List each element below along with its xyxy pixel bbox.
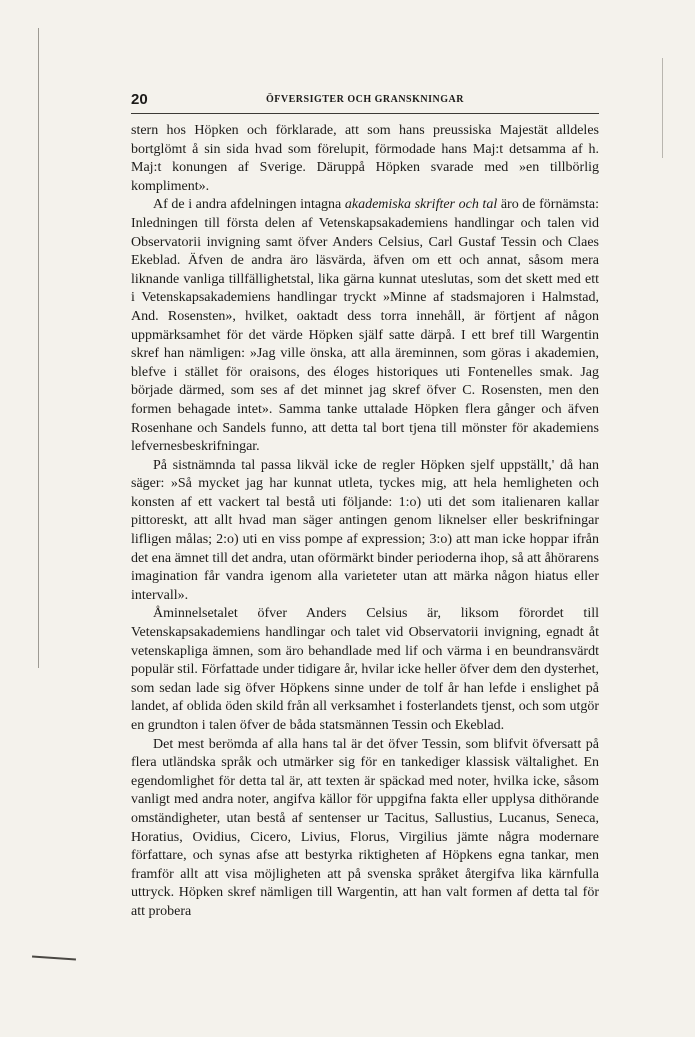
paragraph-1: stern hos Höpken och förklarade, att som hans preussiska Majestät alldeles bortglömt å sin sida hvad som förelupit, förmodade hans Maj:t detsamma af h. Maj:t konungen af Sverige. Däruppå Höpken svarade med »en tillbörlig kompliment».	[131, 123, 599, 194]
paragraph-5: Det mest berömda af alla hans tal är det öfver Tessin, som blifvit öfversatt på flera utländska språk och utmärker sig för en tankediger klassisk vältalighet. En egendomlighet för detta tal är, att texten är späckad med noter, hvilka icke, såsom vanligt med andra noter, angifva källor för uppgifna fakta eller upplysa dithörande omständigheter, utan bestå af sentenser ur Tacitus, Sallustius, Lucanus, Seneca, Horatius, Ovidius, Cicero, Livius, Florus, Virgilius jämte några modernare författare, och synas afse att bestyrka riktigheten af Höpkens egna tankar, men framför allt att visa möjligheten att på svenska språket återgifva lika kärnfulla uttryck. Höpken skref nämligen till Wargentin, att han valt formen af detta tal för att probera	[131, 736, 599, 919]
paragraph-4: Åminnelsetalet öfver Anders Celsius är, liksom förordet till Vetenskapsakademiens handlingar och talet vid Observatorii invigning, egnadt åt vetenskapliga ämnen, som äro behandlade med lif och värma i en beundransvärdt populär stil. Författade under tidigare år, hvilar icke heller öfver dem den dysterhet, som sedan lade sig öfver Höpkens sinne under de tolf år han lefde i enslighet på landet, af oblida öden skild från all verksamhet i fosterlandets tjenst, och som utgör en grundton i talen öfver de båda statsmännen Tessin och Ekeblad.	[131, 606, 599, 733]
page-number: 20	[131, 91, 148, 108]
page-edge-line-left	[38, 28, 39, 668]
paragraph-2-emphasis: akademiska skrifter och tal	[344, 197, 498, 213]
page-edge-line-right	[662, 58, 663, 158]
body-text	[131, 122, 599, 922]
paragraph-2	[131, 196, 599, 456]
paragraph-2-rest: äro de förnämsta: Inledningen till första delen af Vetenskapsakademiens handlingar och talen vid Observatorii invigning samt öfver Anders Celsius, Carl Gustaf Tessin och Claes Ekeblad. Äfven de andra äro läsvärda, äfven om ett och annat, såsom mera liknande vanliga tillfällighetstal, lika gärna kunnat uteslutas, som det skett med ett i Vetenskapsakademiens handlingar tryckt »Minne af stadsmajoren i Halmstad, And. Rosensten», hvilket, oaktadt dess torra innehåll, är förtjent af någon uppmärksamhet för det värde Höpken själf satte därpå. I ett bref till Wargentin skref han nämligen: »Jag ville önska, att alla äreminnen, som göras i akademien, blefve i stället för oraisons, des éloges historiques uti Fontenelles smak. Jag började därmed, som ses af det minnet jag skref öfver C. Rosensten, men den formen behagade intet». Samma tanke uttalade Höpken flera gånger och äfven Rosenhane och Sandels funno, att detta tal bort tjena till mönster för akademiens lefvernesbeskrifningar.	[131, 197, 599, 455]
running-title: ÖFVERSIGTER OCH GRANSKNINGAR	[266, 94, 464, 105]
paragraph-3: På sistnämnda tal passa likväl icke de regler Höpken sjelf uppställt,' då han säger: »Så mycket jag har kunnat utleta, tyckes mig, att hela hemligheten och konsten af ett vackert tal bestå uti följande: 1:o) uti det som italienaren kallar pittoreskt, att allt hvad man säger antingen genom liknelser eller beskrifningar lifligen målas; 2:o) uti en viss pompe af expression; 3:o) att man icke hoppar ifrån det ena ämnet till det andra, utan oförmärkt binder perioderna ihop, så att åhörarens imagination får vandra igenom alla varieteter utan att märka någon hiatus eller intervall».	[131, 457, 599, 603]
header-rule	[131, 113, 599, 114]
paragraph-2-lead: Af de i andra afdelningen intagna	[153, 197, 345, 213]
margin-mark	[32, 955, 76, 960]
page-header	[131, 91, 599, 111]
